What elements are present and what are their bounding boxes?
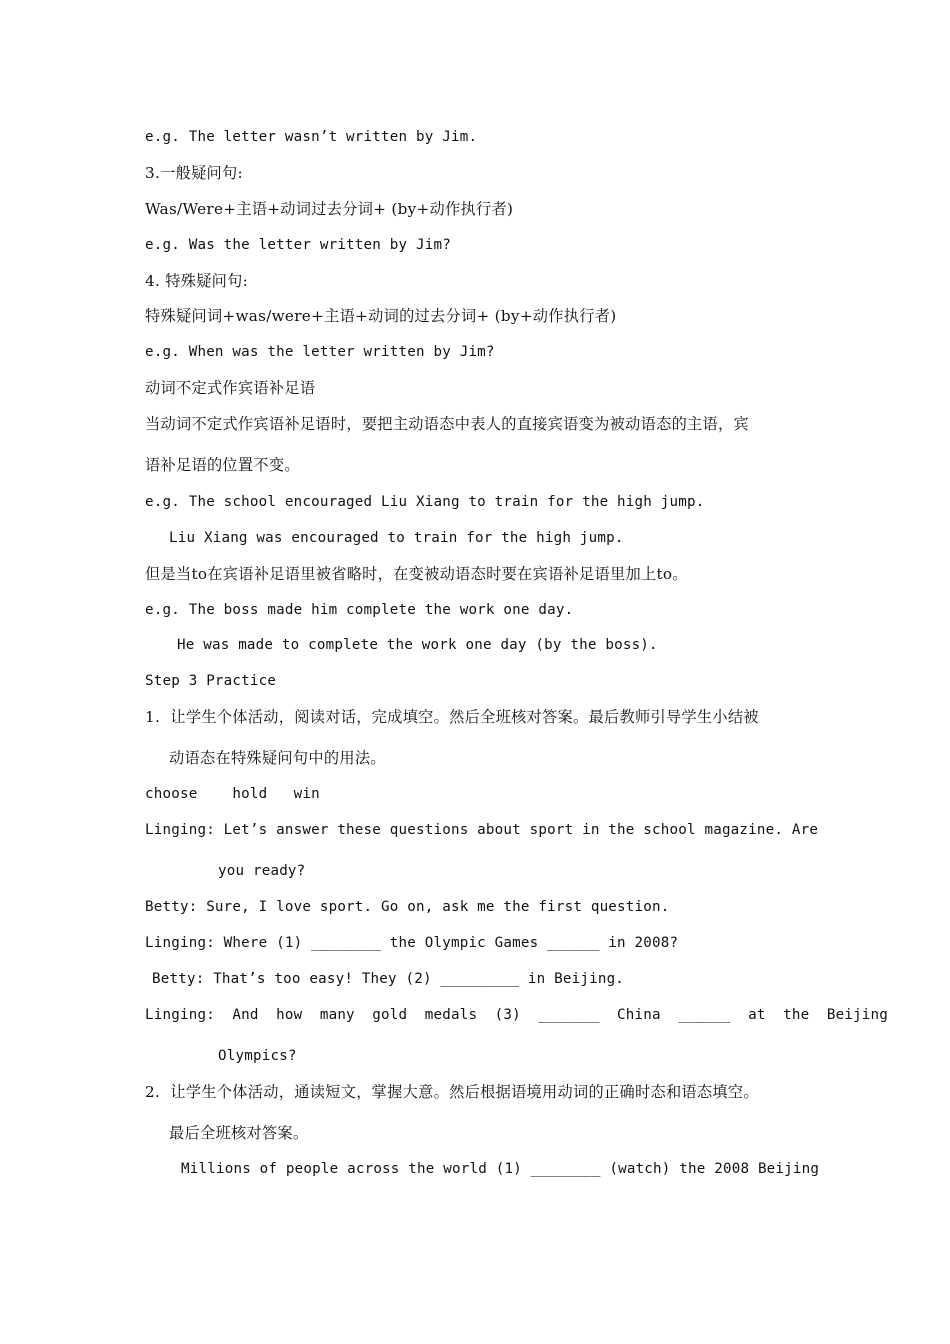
dialogue-line: Linging: Let’s answer these questions about sport in the school magazine. Are — [145, 822, 819, 838]
example-sentence: Liu Xiang was encouraged to train for the high jump. — [169, 530, 624, 546]
example-sentence: e.g. The school encouraged Liu Xiang to train for the high jump. — [145, 494, 705, 510]
dialogue-line: Linging: Where (1) ________ the Olympic Games ______ in 2008? — [145, 935, 679, 951]
rule-paragraph: 当动词不定式作宾语补足语时，要把主动语态中表人的直接宾语变为被动语态的主语，宾 — [145, 415, 750, 433]
example-sentence: e.g. When was the letter written by Jim? — [145, 344, 495, 360]
passage-line: Millions of people across the world (1) ________ (watch) the 2008 Beijing — [181, 1161, 820, 1177]
formula-special-question: 特殊疑问词+was/were+主语+动词的过去分词+ (by+动作执行者) — [145, 307, 617, 325]
example-sentence: e.g. Was the letter written by Jim? — [145, 237, 451, 253]
dialogue-line: you ready? — [218, 863, 306, 879]
step-heading: Step 3 Practice — [145, 673, 277, 689]
heading-special-question: 4. 特殊疑问句: — [145, 272, 249, 290]
example-sentence: e.g. The letter wasn’t written by Jim. — [145, 129, 478, 145]
exercise-instruction: 1. 让学生个体活动，阅读对话，完成填空。然后全班核对答案。最后教师引导学生小结被 — [145, 708, 759, 726]
word-bank: choose hold win — [145, 786, 320, 802]
exercise-instruction: 最后全班核对答案。 — [169, 1124, 309, 1142]
example-sentence: e.g. The boss made him complete the work one day. — [145, 602, 574, 618]
exercise-instruction: 动语态在特殊疑问句中的用法。 — [169, 749, 386, 767]
dialogue-line: Olympics? — [218, 1048, 297, 1064]
example-sentence: He was made to complete the work one day (by the boss). — [177, 637, 658, 653]
heading-general-question: 3.一般疑问句: — [145, 164, 243, 182]
dialogue-line: Betty: Sure, I love sport. Go on, ask me the first question. — [145, 899, 670, 915]
rule-paragraph: 但是当to在宾语补足语里被省略时，在变被动语态时要在宾语补足语里加上to。 — [145, 565, 688, 583]
exercise-instruction: 2. 让学生个体活动，通读短文，掌握大意。然后根据语境用动词的正确时态和语态填空。 — [145, 1083, 759, 1101]
formula-general-question: Was/Were+主语+动词过去分词+ (by+动作执行者) — [145, 200, 514, 218]
heading-infinitive-complement: 动词不定式作宾语补足语 — [145, 379, 316, 397]
rule-paragraph: 语补足语的位置不变。 — [145, 456, 300, 474]
dialogue-line: Betty: That’s too easy! They (2) _________ in Beijing. — [152, 971, 625, 987]
dialogue-line: Linging: And how many gold medals (3) _______ China ______ at the Beijing — [145, 1007, 889, 1023]
